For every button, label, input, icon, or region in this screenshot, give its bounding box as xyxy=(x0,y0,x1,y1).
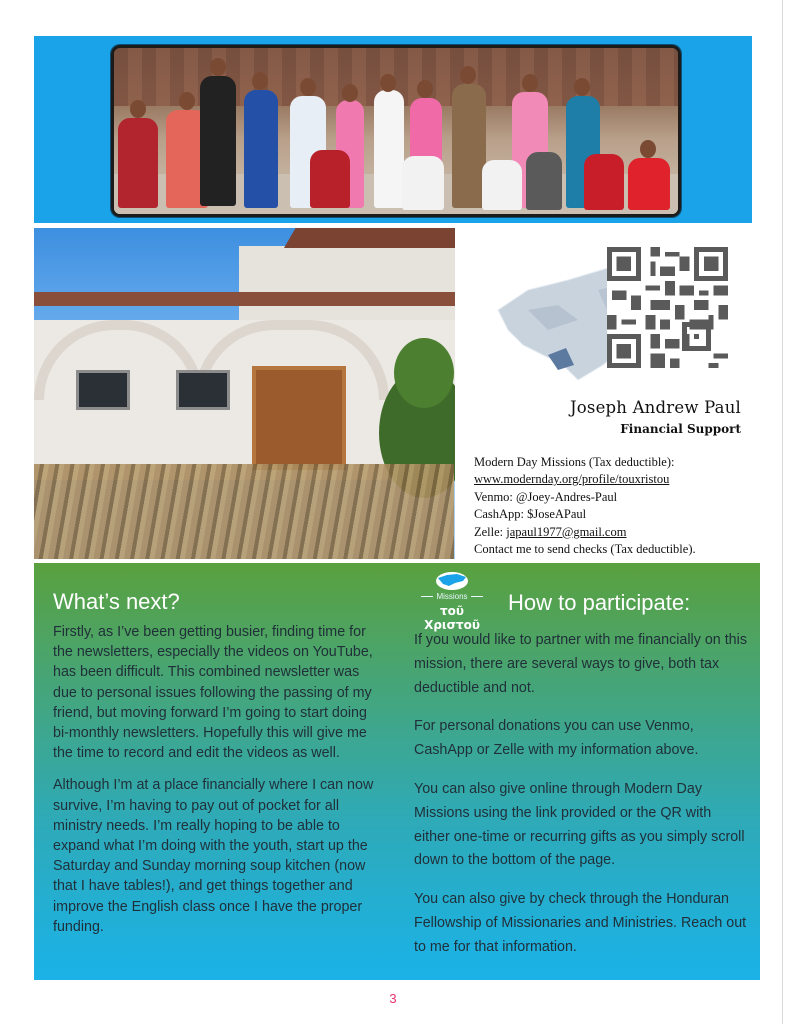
contact-line-checks: Contact me to send checks (Tax deductible). xyxy=(474,542,696,557)
house-photo xyxy=(34,228,455,559)
logo-small-text: Missions xyxy=(413,592,491,601)
honduras-flag-icon xyxy=(435,571,469,591)
page-edge-divider xyxy=(782,0,783,1024)
group-photo xyxy=(111,45,681,217)
qr-code-icon[interactable] xyxy=(607,247,728,368)
contact-line-venmo: Venmo: @Joey-Andres-Paul xyxy=(474,489,618,504)
contact-details xyxy=(474,454,774,558)
contact-name: Joseph Andrew Paul xyxy=(569,398,741,417)
zelle-email-link[interactable]: japaul1977@gmail.com xyxy=(506,524,627,539)
how-to-participate-heading: How to participate: xyxy=(508,590,691,615)
top-banner xyxy=(34,36,752,223)
missions-logo xyxy=(413,571,491,632)
page-number: 3 xyxy=(389,991,397,1006)
whats-next-body xyxy=(53,622,383,949)
how-to-paragraph: You can also give by check through the Honduran Fellowship of Missionaries and Ministries. Reach out to me for that information. xyxy=(414,891,747,955)
contact-line-cashapp: CashApp: $JoseAPaul xyxy=(474,507,587,522)
how-to-participate-body xyxy=(414,629,749,975)
whats-next-heading: What’s next? xyxy=(53,589,180,614)
how-to-paragraph: If you would like to partner with me financially on this mission, there are several ways to give, both tax deductible and not. xyxy=(414,632,747,696)
how-to-paragraph: You can also give online through Modern Day Missions using the link provided or the QR with either one-time or recurring gifts as you simply scroll down to the bottom of the page. xyxy=(414,780,745,869)
whats-next-paragraph: Firstly, as I’ve been getting busier, finding time for the newsletters, especially the videos on YouTube, has been difficult. This combined newsletter was due to personal issues following the passing of my friend, but moving forward I’m going to start doing bi-monthly newsletters. Hopefully this will give me the time to record and edit the videos as well. xyxy=(53,624,373,762)
how-to-paragraph: For personal donations you can use Venmo, CashApp or Zelle with my information above. xyxy=(414,718,699,759)
profile-link[interactable]: www.modernday.org/profile/touxristou xyxy=(474,472,670,487)
contact-line-zelle: Zelle: japaul1977@gmail.com xyxy=(474,524,627,539)
whats-next-paragraph: Although I’m at a place financially where I can now survive, I’m having to pay out of pocket for all ministry needs. I’m really hoping to be able to expand what I’m doing with the youth, start up the Saturday and Sunday morning soup kitchen (now that I have tables!), and get things together and improve the English class once I have the proper funding. xyxy=(53,777,374,935)
contact-line-mdm: Modern Day Missions (Tax deductible): xyxy=(474,455,675,469)
logo-big-text: τοῦ Χριστοῦ xyxy=(424,604,480,632)
contact-role: Financial Support xyxy=(620,422,741,436)
